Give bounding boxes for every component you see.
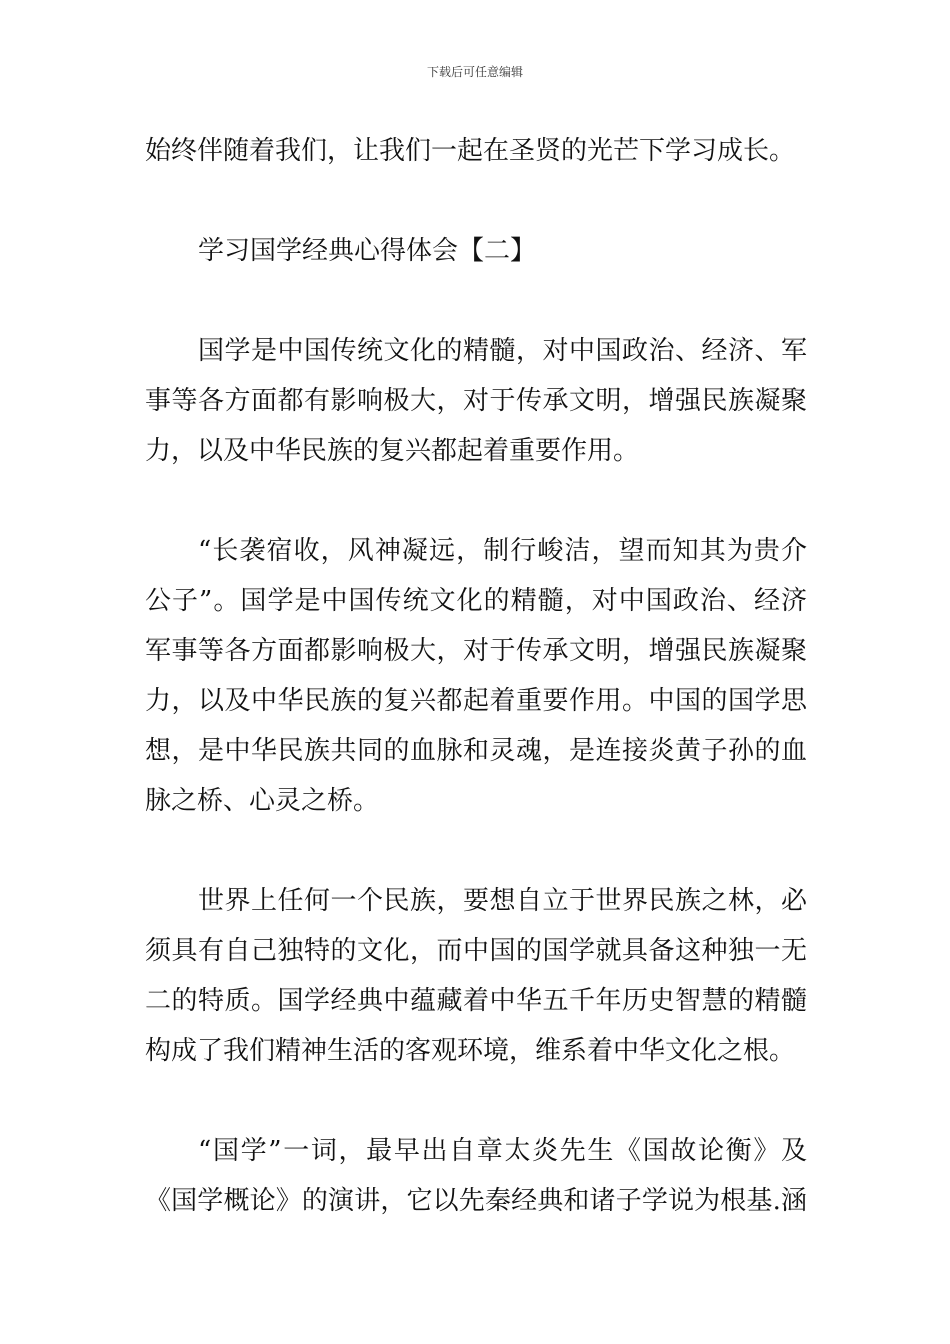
- paragraph-gap: [145, 176, 807, 226]
- paragraph-gap: [145, 826, 807, 876]
- page-header: 下载后可任意编辑: [426, 65, 523, 79]
- paragraph-line: 国学是中国传统文化的精髓，对中国政治、经济、军: [198, 336, 807, 366]
- paragraph-line: 公子”。国学是中国传统文化的精髓，对中国政治、经济: [145, 586, 807, 616]
- section-heading: 学习国学经典心得体会【二】: [198, 236, 537, 266]
- paragraph-line: 《国学概论》的演讲，它以先秦经典和诸子学说为根基.涵: [145, 1186, 807, 1216]
- paragraph-line: 构成了我们精神生活的客观环境，维系着中华文化之根。: [145, 1036, 796, 1066]
- paragraph-line: 军事等各方面都影响极大，对于传承文明，增强民族凝聚: [145, 636, 807, 666]
- paragraph-line: 力，以及中华民族的复兴都起着重要作用。: [145, 436, 640, 466]
- paragraph-line: 事等各方面都有影响极大，对于传承文明，增强民族凝聚: [145, 386, 807, 416]
- paragraph-line: “国学”一词，最早出自章太炎先生《国故论衡》及: [198, 1136, 807, 1166]
- paragraph-line: 想，是中华民族共同的血脉和灵魂，是连接炎黄子孙的血: [145, 736, 807, 766]
- paragraph-line: 始终伴随着我们，让我们一起在圣贤的光芒下学习成长。: [145, 136, 796, 166]
- document-body: [145, 126, 807, 1226]
- paragraph-line: 力，以及中华民族的复兴都起着重要作用。中国的国学思: [145, 686, 807, 716]
- paragraph-gap: [145, 276, 807, 326]
- paragraph-gap: [145, 476, 807, 526]
- paragraph-line: 脉之桥、心灵之桥。: [145, 786, 380, 816]
- paragraph-line: 二的特质。国学经典中蕴藏着中华五千年历史智慧的精髓: [145, 986, 807, 1016]
- paragraph-gap: [145, 1076, 807, 1126]
- paragraph-line: “长袭宿收，风神凝远，制行峻洁，望而知其为贵介: [198, 536, 807, 566]
- paragraph-line: 世界上任何一个民族，要想自立于世界民族之林，必: [198, 886, 807, 916]
- paragraph-line: 须具有自己独特的文化，而中国的国学就具备这种独一无: [145, 936, 807, 966]
